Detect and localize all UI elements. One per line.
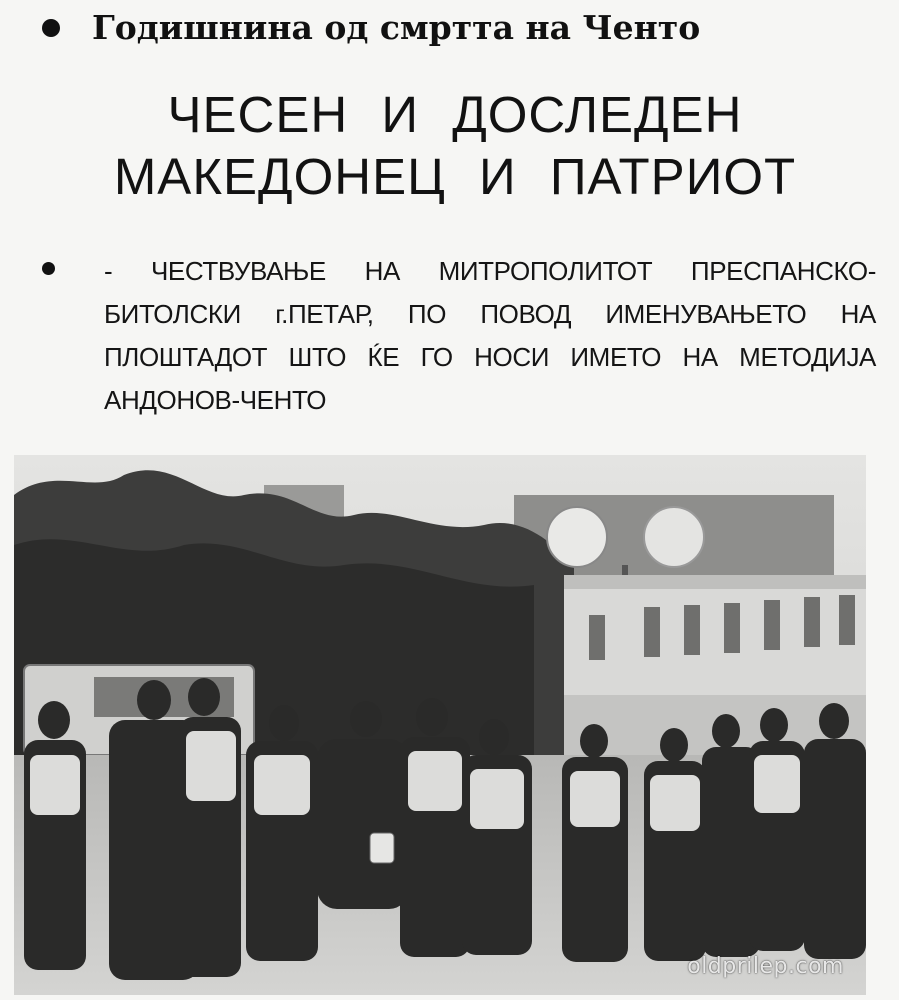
photo-illustration xyxy=(14,455,866,995)
headline-line-2: МАКЕДОНЕЦ И ПАТРИОТ xyxy=(113,148,797,205)
bullet-icon xyxy=(42,262,55,275)
headline-line-1: ЧЕСЕН И ДОСЛЕДЕН xyxy=(167,86,743,143)
subheadline-text: - ЧЕСТВУВАЊЕ НА МИТРОПОЛИТОТ ПРЕСПАНСКО-БИТОЛСКИ г.ПЕТАР, ПО ПОВОД ИМЕНУВАЊЕТО НА ПЛОШТАДОТ ШТО ЌЕ ГО НОСИ ИМЕТО НА МЕТОДИЈА АНДОНОВ-ЧЕНТО xyxy=(104,256,876,415)
bullet-icon xyxy=(42,19,60,37)
kicker-text: Годишнина од смртта на Ченто xyxy=(92,8,701,47)
crowd-photo xyxy=(14,455,866,995)
kicker xyxy=(42,8,700,48)
headline xyxy=(60,84,850,208)
watermark: oldprilep.com xyxy=(687,954,844,979)
